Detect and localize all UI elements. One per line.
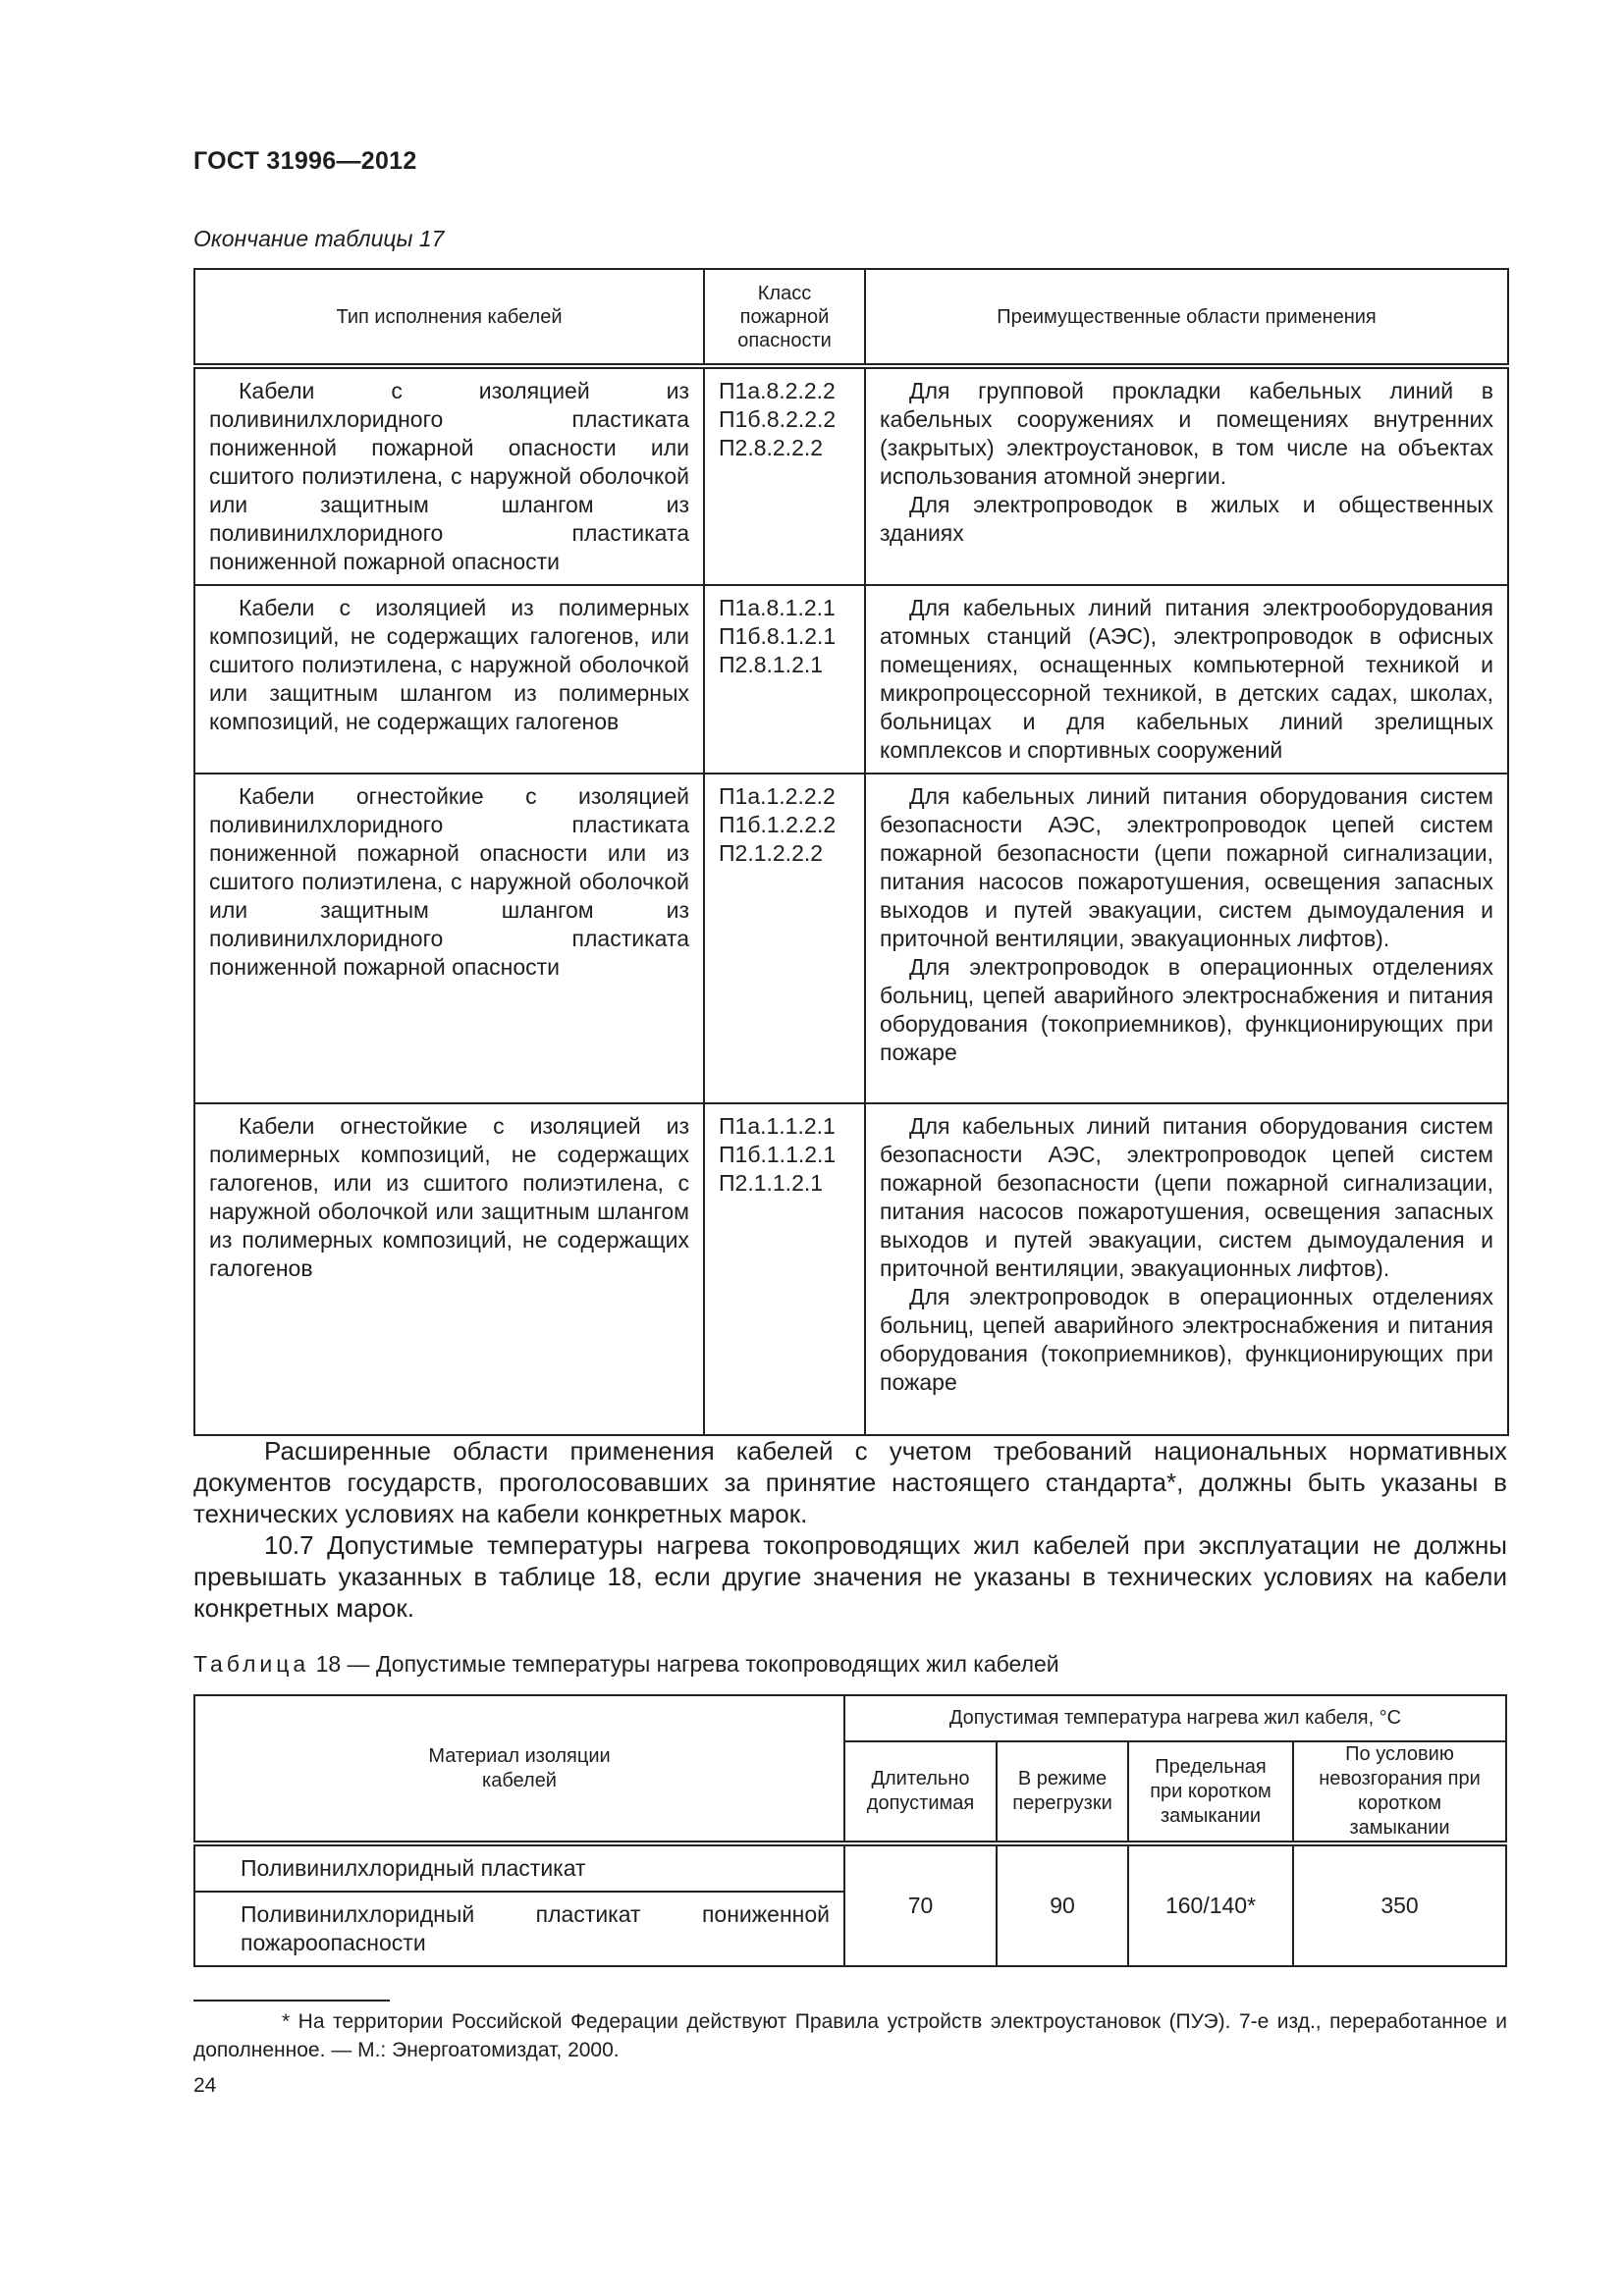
fire-class-cell: П1а.8.2.2.2 П1б.8.2.2.2 П2.8.2.2.2 <box>704 366 865 585</box>
application-cell: Для кабельных линий питания электрооборудования атомных станций (АЭС), электропроводок в офисных помещениях, оснащенных компьютерной техникой и микропроцессорной техникой, в детских садах, школах, больницах и для кабельных линий зрелищных комплексов и спортивных сооружений <box>865 585 1508 774</box>
table-17 <box>193 268 1509 1436</box>
table18-caption-title: 18 — Допустимые температуры нагрева токопроводящих жил кабелей <box>309 1651 1059 1677</box>
material-cell: Поливинилхлоридный пластикат <box>194 1843 844 1892</box>
col-header-continuous: Длительно допустимая <box>844 1741 997 1843</box>
fire-class-cell: П1а.8.1.2.1 П1б.8.1.2.1 П2.8.1.2.1 <box>704 585 865 774</box>
application-cell: Для кабельных линий питания оборудования систем безопасности АЭС, электропроводок цепей систем пожарной безопасности (цепи пожарной сигнализации, питания насосов пожаротушения, освещения запасных выходов и путей эвакуации, систем дымоудаления и приточной вентиляции, эвакуационных лифтов). Для электропроводок в операционных отделениях больниц, цепей аварийного электроснабжения и питания оборудования (токоприемников), функционирующих при пожаре <box>865 1103 1508 1435</box>
col-header-application: Преимущественные области применения <box>865 269 1508 366</box>
page-number: 24 <box>193 2074 217 2097</box>
value-short-circuit: 160/140* <box>1128 1843 1293 1966</box>
col-header-overload: В режиме перегрузки <box>997 1741 1128 1843</box>
application-cell: Для кабельных линий питания оборудования систем безопасности АЭС, электропроводок цепей систем пожарной безопасности (цепи пожарной сигнализации, питания насосов пожаротушения, освещения запасных выходов и путей эвакуации, систем дымоудаления и приточной вентиляции, эвакуационных лифтов). Для электропроводок в операционных отделениях больниц, цепей аварийного электроснабжения и питания оборудования (токоприемников), функционирующих при пожаре <box>865 774 1508 1103</box>
cable-type-cell: Кабели огнестойкие с изоляцией из полимерных композиций, не содержащих галогенов, или из сшитого полиэтилена, с наружной оболочкой или защитным шлангом из полимерных композиций, не содержащих галогенов <box>194 1103 704 1435</box>
value-continuous: 70 <box>844 1843 997 1966</box>
cable-type-cell: Кабели огнестойкие с изоляцией поливинилхлоридного пластиката пониженной пожарной опасности или из сшитого полиэтилена, с наружной оболочкой или защитным шлангом из поливинилхлоридного пластиката пониженной пожарной опасности <box>194 774 704 1103</box>
col-header-permissible-temperature: Допустимая температура нагрева жил кабеля, °С <box>844 1695 1506 1741</box>
table18-header-row-1 <box>194 1695 1506 1741</box>
table17-header-row <box>194 269 1508 366</box>
paragraph-extended-applications: Расширенные области применения кабелей с учетом требований национальных нормативных документов государств, проголосовавших за принятие настоящего стандарта*, должны быть указаны в технических условиях на кабели конкретных марок. <box>193 1436 1507 1528</box>
table-18 <box>193 1694 1507 1967</box>
cable-type-cell: Кабели с изоляцией из полимерных композиций, не содержащих галогенов, или сшитого полиэтилена, с наружной оболочкой или защитным шлангом из полимерных композиций, не содержащих галогенов <box>194 585 704 774</box>
cable-type-cell: Кабели с изоляцией из поливинилхлоридного пластиката пониженной пожарной опасности или сшитого полиэтилена, с наружной оболочкой или защитным шлангом из поливинилхлоридного пластиката пониженной пожарной опасности <box>194 366 704 585</box>
footnote-divider <box>193 2000 390 2002</box>
table-row <box>194 774 1508 1103</box>
col-header-insulation-material: Материал изоляции кабелей <box>194 1695 844 1843</box>
value-overload: 90 <box>997 1843 1128 1966</box>
table-row <box>194 366 1508 585</box>
table-row <box>194 1843 1506 1892</box>
body-text <box>193 1435 1507 1624</box>
application-cell: Для групповой прокладки кабельных линий в кабельных сооружениях и помещениях внутренних (закрытых) электроустановок, в том числе на объектах использования атомной энергии. Для электропроводок в жилых и общественных зданиях <box>865 366 1508 585</box>
table-row <box>194 1103 1508 1435</box>
table18-caption-word: Таблица <box>193 1651 310 1677</box>
fire-class-cell: П1а.1.1.2.1 П1б.1.1.2.1 П2.1.1.2.1 <box>704 1103 865 1435</box>
col-header-short-circuit-limit: Предельная при коротком замыкании <box>1128 1741 1293 1843</box>
fire-class-cell: П1а.1.2.2.2 П1б.1.2.2.2 П2.1.2.2.2 <box>704 774 865 1103</box>
col-header-non-ignition: По условию невозгорания при коротком замыкании <box>1293 1741 1506 1843</box>
table17-caption: Окончание таблицы 17 <box>193 226 445 251</box>
col-header-fire-class: Класс пожарной опасности <box>704 269 865 366</box>
footnote: * На территории Российской Федерации действуют Правила устройств электроустановок (ПУЭ). 7-е изд., переработанное и дополненное. — М.: Энергоатомиздат, 2000. <box>193 2010 1507 2061</box>
paragraph-10-7: 10.7 Допустимые температуры нагрева токопроводящих жил кабелей при эксплуатации не должны превышать указанных в таблице 18, если другие значения не указаны в технических условиях на кабели конкретных марок. <box>193 1530 1507 1623</box>
col-header-cable-type: Тип исполнения кабелей <box>194 269 704 366</box>
table-row <box>194 585 1508 774</box>
table18-caption <box>193 1651 1059 1678</box>
value-non-ignition: 350 <box>1293 1843 1506 1966</box>
document-id: ГОСТ 31996—2012 <box>193 147 417 175</box>
material-cell: Поливинилхлоридный пластикат пониженной пожароопасности <box>194 1892 844 1966</box>
